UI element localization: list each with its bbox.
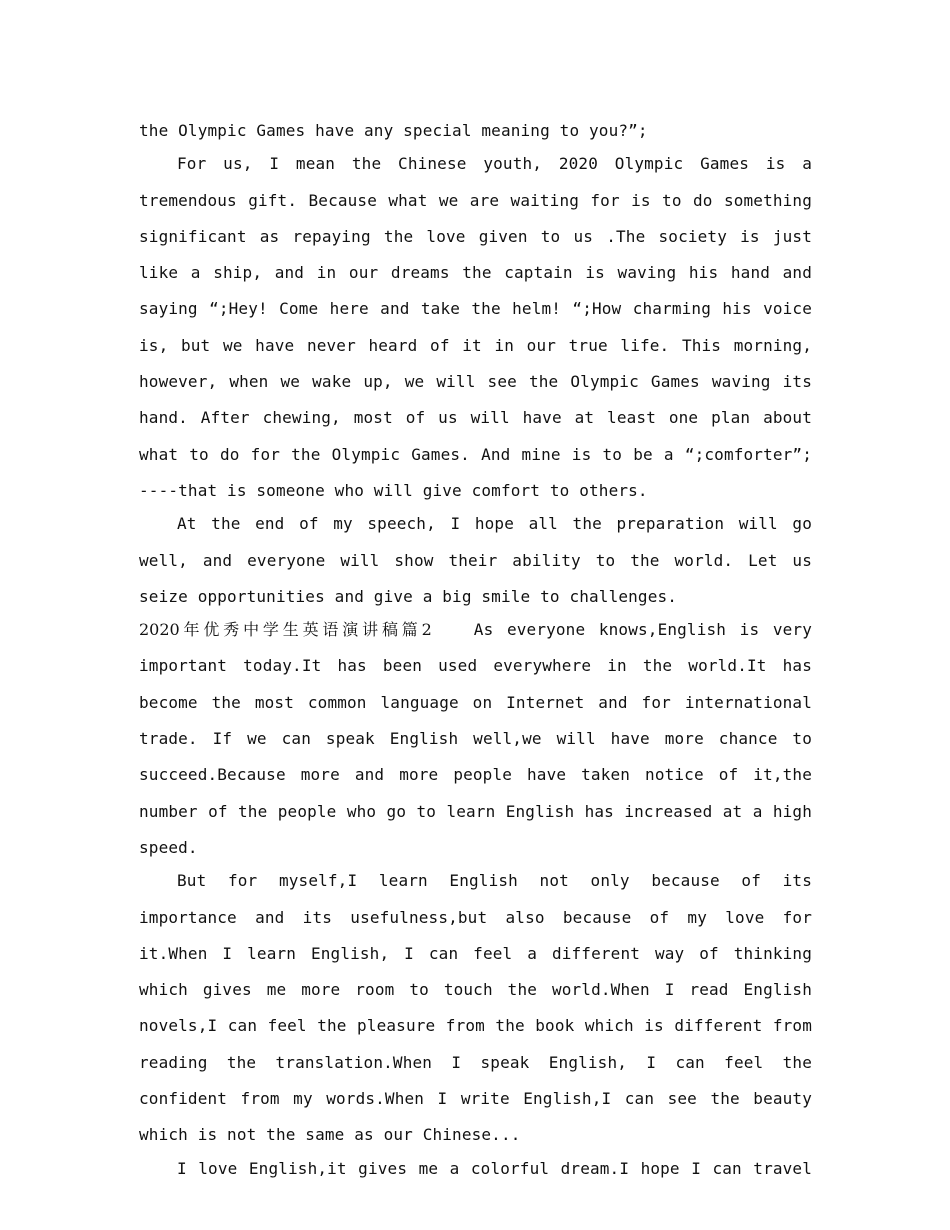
document-page <box>139 113 812 1187</box>
paragraph-english-importance-text: As everyone knows,English is very important today.It has been used everywhere in the world.It has become the most common language on Internet and for international trade. If we can speak English well,we will have more chance to succeed.Because more and more people have taken notice of it,the number of the people who go to learn English has increased at a high speed. <box>139 620 812 857</box>
paragraph-colorful-dream: I love English,it gives me a colorful dream.I hope I can travel <box>177 1158 812 1178</box>
paragraph-olympic-gift: For us, I mean the Chinese youth, 2020 Olympic Games is a tremendous gift. Because what we are waiting for is to do something significant as repaying the love given to us .The society is just like a ship, and in our dreams the captain is waving his hand and saying “;Hey! Come here and take the helm! “;How charming his voice is, but we have never heard of it in our true life. This morning, however, when we wake up, we will see the Olympic Games waving its hand. After chewing, most of us will have at least one plan about what to do for the Olympic Games. And mine is to be a “;comforter”; ----that is someone who will give comfort to others. <box>139 154 812 500</box>
paragraph-english-importance <box>139 612 812 866</box>
section-heading: 2020年优秀中学生英语演讲稿篇2 <box>139 620 432 640</box>
paragraph-love-english: But for myself,I learn English not only because of its importance and its usefulness,but also because of my love for it.When I learn English, I can feel a different way of thinking which gives me more room to touch the world.When I read English novels,I can feel the pleasure from the book which is different from reading the translation.When I speak English, I can feel the confident from my words.When I write English,I can see the beauty which is not the same as our Chinese... <box>139 871 812 1145</box>
paragraph-continuation: the Olympic Games have any special meaning to you?”; <box>139 121 648 140</box>
paragraph-speech-end: At the end of my speech, I hope all the preparation will go well, and everyone will show their ability to the world. Let us seize opportunities and give a big smile to challenges. <box>139 514 812 606</box>
